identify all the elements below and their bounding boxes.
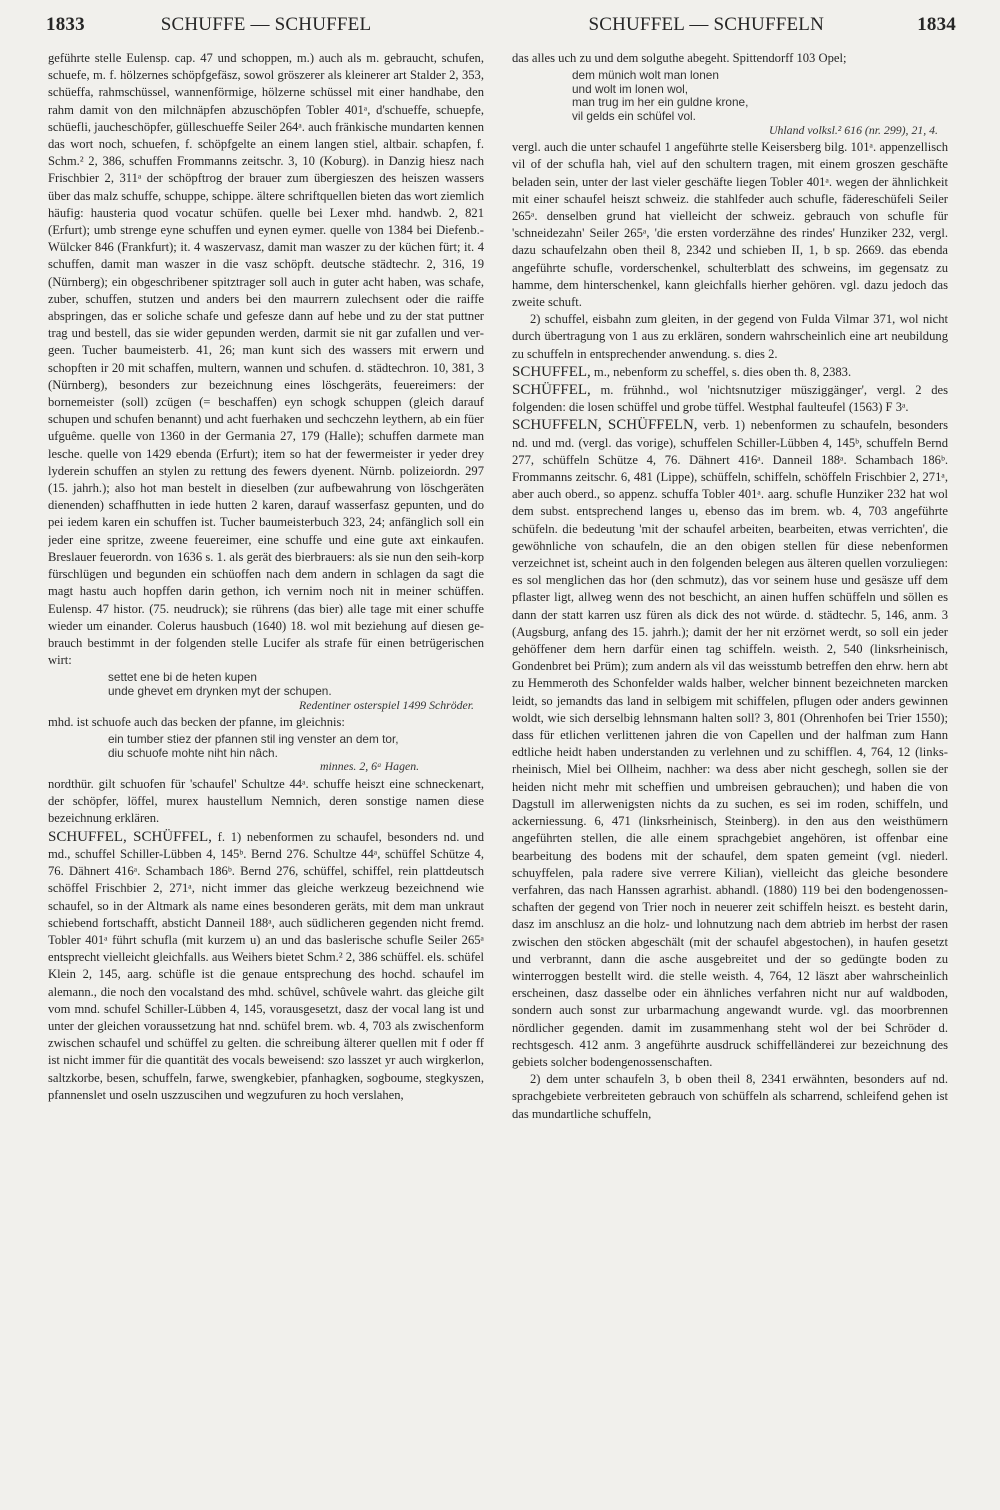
left-running-head: SCHUFFE — SCHUFFEL (160, 14, 372, 35)
left-column (48, 50, 484, 1495)
entry-schueffel-m (512, 382, 948, 416)
entry-text: nordthür. gilt schuofen für 'schaufel' Schultze 44ᵃ. schuffe heiszt eine schneckenart, der schöpfer, löffel, murex haustellum Nemnich, deren sonstige namen diese bezeichnung erklären. (48, 777, 484, 826)
verse-line: unde ghevet em drynken myt der schupen. (108, 683, 332, 698)
verse-source: Redentiner osterspiel 1499 Schröder. (299, 697, 474, 712)
entry-text: f. 1) nebenformen zu schaufel, besonders nd. und md., schuffel Schiller-Lübben 4, 145ᵇ. Bernd 276. Schultze 44ᵃ, schüffel Schütze 4, 76. Dähnert 416ᵃ. Schambach 186ᵇ. Bernd 276, schüffel, schiffel, rein plattdeutsch schöffel Frischbier 2, 271ᵃ, nicht immer das gleiche werkzeug bezeichnend wie schaufel, so in der Altmark als name eines besonderen geräts, mit dem man unkraut schiebend fortschafft, absticht Danneil 188ᵃ, auch südlicheren gegenden nicht fremd. Tobler 401ᵃ führt schufla (mit kurzem u) an und das baslerische schufle Seiler 265ᵃ entsprecht vielleicht gleichfalls. aus Weihers bietet Schm.² 2, 386 schüffel. els. schüfel Klein 2, 145, aarg. schüfle ist die genaue entsprechung des hochd. schaufel im alemann., die noch den vocalstand des mhd. schûvel, schûvele wahrt. das gleiche gilt vom mnd. schufel Schiller-Lübben 4, 145, vorausgesetzt, dasz der vocal lang ist und unter der gleichen voraussetzung hat nnd. schüfel brem. wb. 4, 703 als zwischenform zwischen schaufel und schüffel zu gelten. die schreibung älterer quellen mit f oder ff ist nicht immer für die quantität des vocals beweisend: szo lasszet yr auch wirgkerlon, saltzkorbe, besen, schuffeln, farwe, swengkebier, pfanhagken, sogboume, stegkyszen, pfannenslet und oseln uszzuscihen und wegzufuren zu hoch verslahen, (48, 829, 484, 1102)
verse-quote (108, 733, 484, 774)
verse-line: diu schuofe mohte niht hin nâch. (108, 745, 278, 760)
entry-text: vergl. auch die unter schaufel 1 angeführte stelle Keisersberg bilg. 101ᵃ. appenzellisch vil of der schufla hah, viel auf den schultern tragen, mit einem groszen geschäfte beladen sein, unter der last vieler geschäfte liegen Tobler 401ᵃ. wegen der ähnlichkeit mit einer schaufel heiszt schweiz. die stahlfeder auch schufle, fädereschüfeli Seiler 265ᵃ. denselben grund hat vielleicht der schweiz. gebrauch von schufle für 'schneidezahn' Seiler 265ᵃ, 'die ersten vorderzähne des rindes' Hunziker 232, vergl. dazu schaufelzahn oben theil 8, 2342 und schieben II, 1, b sp. 2669. das ebenda angeführte schufle, vorderschenkel, schulterblatt des schweins, im gegensatz zu hamme, dem hinterschenkel, kann gleichfalls hierher gehören. vgl. dazu jedoch das zweite schuft. (512, 140, 948, 309)
entry-text: das alles uch zu und dem solguthe abegeht. Spittendorff 103 Opel; (512, 51, 847, 65)
verse-line: ein tumber stiez der pfannen stil ing venster an dem tor, (108, 732, 399, 747)
verse-line: settet ene bi de heten kupen (108, 670, 257, 685)
entry-text: m., nebenform zu scheffel, s. dies oben th. 8, 2383. (590, 364, 852, 379)
entry-schuffel-m (512, 364, 948, 381)
verse-source: minnes. 2, 6ᵃ Hagen. (320, 759, 420, 774)
headword: SCHUFFEL, SCHÜFFEL, (48, 828, 212, 845)
right-page-header (510, 14, 956, 44)
verse-source: Uhland volksl.² 616 (nr. 299), 21, 4. (768, 122, 938, 137)
verse-line: man trug im her ein guldne krone, (572, 95, 749, 110)
verse-quote (572, 69, 948, 137)
verse-line: dem münich wolt man lonen (572, 68, 719, 83)
entry-text: m. frühnhd., wol 'nichtsnutziger müsziggänger', vergl. 2 des folgenden: die losen schüffel und grobe tüffel. Westphal faulteufel (1563) F 3ᵃ. (512, 383, 948, 415)
entry-text: geführte stelle Eulensp. cap. 47 und schoppen, m.) auch als m. gebraucht, schufen, schuefe, m. f. hölzernes schöpfgefäsz, sowol gröszerer als kleinerer art Stalder 2, 353, schüeffa, rahmschüssel, wannenförmige, hölzerne schüssel mit einer handhabe, den rahm damit von den milchnäpfen abzuschöpfen Tobler 401ᵃ, d'schueffe, schuepfe, schüefli, jaucheschöpfer, gülleschueffe Seiler 264ᵃ. auch fränkische mundarten kennen das wort noch, schuefen, f. schöpfgelte an einem langen stiel, altbair. schapfen, f. Schm.² 2, 386, schuffen Frommanns zeitschr. 3, 10 (Koburg). in Danzig hiesz nach Frischbier 2, 311ᵃ der schöpftrog der brauer zum übergieszen des heiszen wassers über das malz schuffe, schuppe, schippe. ältere schriftquellen bieten das wort ziemlich häufig: hausteria quod vocatur schüfen. quelle bei Lexer mhd. handwb. 2, 821 (Erfurt); umb strenge eyne schuffen und eynen eymer. quelle von 1384 bei Diefenb.-Wülcker 846 (Frankfurt); it. 4 waszervasz, damit man waszer zu der küchen fürt; it. 4 schuffen, damit man waszer in die vasz schöpft. deutsche städtechr. 2, 316, 19 (Nürnberg); ein obgeschribener spitztrager soll auch in guter acht haben, was schafe, zuber, schuffen, stutzen und anders bei den maurrern zulechsent oder die raiffe abspringen, das er soliche schafe und gefesze dann auf hebe und zu der stat puttner trag und bestell, das sie wider gepunden werden, darmit sie nit gar zufallen und vergeen. Tucher baumeisterb. 41, 26; man kunt sich des wassers mit erwern und schopften ir 20 mit schaffen, multern, wannen und schufen. d. städtechron. 10, 381, 3 (Nürnberg), besonders zur bezeichnung eines löschgeräts, feuereimers: der bornemeister (soll) zcügen (= beschaffen) eyn schogk schuppen (gleich darauf schupen und schufen benannt) und acht fuerhaken und sechczehn leythern, ab ein füer ufguême. quelle von 1360 in der Germania 27, 179 (Halle); schuffen darmete man lesche. quelle von 1429 ebenda (Erfurt); item so hat der fewermeister ir yeder drey lyderein schuffen an stylen zu rettung des fewers dyenent. Nürnb. polizeiordn. 297 (15. jahrh.); also hot man bestelt in dieselben (zur aufbewahrung von löschgeräten dienenden) schaffhutten in iede hutten 2 karen, darauf wasserfasz gepunten, und do pei iedem karen ein schuffen ist. Tucher baumeisterbuch 323, 24; anfänglich soll ein jeder eine spritze, zweene feuereimer, eine schuffe und eine gute axt einkaufen. Breslauer feuerordn. von 1636 s. 1. als gerät des bierbrauers: als sie nun den seih-korp fürschlügen und begunden ein schüoffen nach dem andern in schlagen da sagt die magt hastu auch hopffen darin gethon, ich vernim noch nit in meiner schüffen. Eulensp. 47 histor. (75. neudruck); sie rührens (das bier) alle tage mit einer schuffe wieder um einander. Colerus hausbuch (1640) 18. wol mit beziehung auf diesen gebrauch bestimmt in der folgenden stelle Lucifer als strafe für einen betrügerischen wirt: (48, 51, 484, 668)
verse-line: und wolt im lonen wol, (572, 81, 689, 96)
entry-text: 2) dem unter schaufeln 3, b oben theil 8, 2341 erwähnten, besonders auf nd. sprachgebiete verbreiteten gebrauch von schüffeln als scharrend, schleifend gehen ist das mundartliche schuffeln, (512, 1072, 948, 1121)
entry-text: mhd. ist schuofe auch das becken der pfanne, im gleichnis: (48, 715, 345, 730)
verse-line: vil gelds ein schüfel vol. (572, 108, 696, 123)
verse-quote (108, 671, 484, 712)
right-page-number: 1834 (917, 14, 956, 35)
left-page-header (46, 14, 486, 44)
entry-text: 2) schuffel, eisbahn zum gleiten, in der gegend von Fulda Vilmar 371, wol nicht durch übertragung von 1 aus zu erklären, sondern wahrscheinlich eine art neubildung zu schuffeln in entsprechender anwendung. s. dies 2. (512, 312, 948, 361)
right-column (512, 50, 948, 1495)
headword: SCHÜFFEL, (512, 382, 591, 399)
right-running-head: SCHUFFEL — SCHUFFELN (588, 14, 825, 35)
entry-schuffel-f (48, 829, 484, 1104)
headword: SCHUFFELN, SCHÜFFELN, (512, 417, 698, 434)
entry-schuffeln-verb (512, 417, 948, 1071)
entry-text: verb. 1) nebenformen zu schaufeln, besonders nd. und md. (vergl. das vorige), schuffelen Schiller-Lübben 4, 145ᵇ, schuffeln Bernd 277, schüffeln Schütze 4, 76. Dähnert 416ᵃ. Danneil 188ᵃ. Schambach 186ᵇ. Frommanns zeitschr. 6, 481 (Lippe), schüffeln, schiffeln, schöffeln Frischbier 2, 271ᵃ, aber auch oberd., so appenz. schuffa Tobler 401ᵃ. aarg. schufle Hunziker 232 hat wol dem subst. entsprechend langes u, ebenso das im brem. wb. 4, 703 angeführte schüfeln. die bedeutung 'mit der schaufel arbeiten, bearbeiten, etwas verrichten', die gewöhnliche von schaufeln, die an den obigen stellen für diese nebenformen verzeichnet ist, scheint auch in den folgenden belegen aus älteren quellen vorzuliegen: es sol menglichen das hor (den schmutz), das vor seinem huse und gesäsze uff dem pflaster ligt, allweg wenn des not beschicht, an ainen huffen schüffeln und söllen es dann der statt karren usz füren als dick des not würde. d. städtechr. 5, 146, anm. 3 (Augsburg, anfang des 15. jahrh.); damit der her nit erzörnet werdt, so soll ein jeder gehöffener dem hern darfür einen tag schiffeln. weisth. 2, 540 (linksrheinisch, Gondenbret bei Prüm); zum andern als vil das weisstumb betreffen den ehrw. hern abt zu Hemmeroth des Schonfelder walds halber, welcher binnent bezeichneten marcken leidt, so jemandts das land in selbigem mit schiffelen, pflugen oder anders gewinnen woldt, wie sich derselbig lehnsmann halten soll? 3, 801 (Ohrenhofen bei Trier 1550); dass für etlichen verlittenen jahren die von Capellen und der halfman zum Hann edtliche heidt haben understanden zu verlehnen und zu schifflen. 4, 764, 12 (linksrheinisch, Miel bei Ollheim, nachher: wa dess aber nicht geschegh, sollen sie der heiden nicht mehr mit scheffien und umbreisen gebrauchen); und haben die von Dagstull im allerwenigsten nichts da zu suchen, es sei im roden, schiffeln, und ackerniessung. 6, 471 (linksrheinisch, Steinberg). in den aus den weisthümern angeführten stellen, die alle einem sprachgebiet angehören, ist offenbar eine bearbeitung des bodens mit der schaufel, dem spaten gemeint (vgl. niederl. schuyffelen, pala radere sive verrere Kilian), vielleicht das gleiche besondere verfahren, das nach Hanssen agrarhist. abhandl. (1880) 119 bei den bodengenossenschaften der gegend von Trier noch in neuerer zeit schiffeln heiszt. es besteht darin, dasz im anschlusz an die holz- und lohnutzung nach dem abtrieb im herbst der rasen zwischen den stöcken abgeschält (mit der schaufel abgestochen), in haufen gesetzt und verbrannt, dann die asche ausgebreitet und der so gedüngte boden zu winterroggen bestellt wird. die stelle weisth. 4, 764, 12 läszt aber wahrscheinlich erscheinen, dasz dasselbe oder ein ähnliches verfahren nicht nur auf waldboden, sondern auch sonst zur urbarmachung angewandt wurde. vgl. das moorbrennen nördlicher gegenden. damit im zusammenhang steht wol der bei Schröder d. rechtsgesch. 412 anm. 3 angeführte ausdruck schiffelländerei zur bezeichnung des gebiets solcher bodengenossenschaften. (512, 418, 948, 1069)
left-page-number: 1833 (46, 14, 85, 35)
headword: SCHUFFEL, (512, 363, 591, 380)
